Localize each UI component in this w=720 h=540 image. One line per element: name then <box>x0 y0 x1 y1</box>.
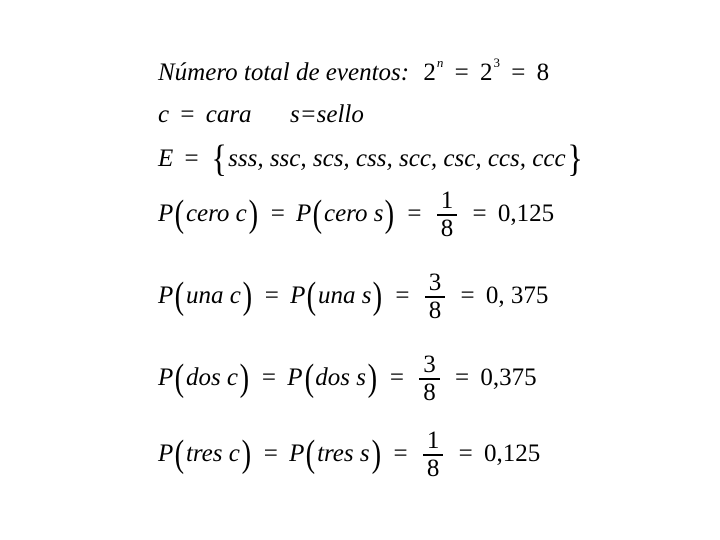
fraction <box>425 270 446 325</box>
numerator: 3 <box>425 270 446 298</box>
open-brace: { <box>211 138 227 180</box>
event-label: tres c <box>185 439 240 467</box>
probability-line-cero <box>158 188 554 243</box>
probability-line-dos <box>158 352 537 407</box>
right-paren: ) <box>371 432 381 475</box>
equals-sign: = <box>511 59 526 86</box>
base-2: 2 <box>423 59 436 86</box>
symbol-E: E <box>158 145 174 172</box>
total-events-result: 8 <box>536 59 550 86</box>
denominator: 8 <box>428 297 442 325</box>
fraction <box>423 428 444 483</box>
equals-sign: = <box>454 59 469 86</box>
event-label: tres s <box>317 439 370 467</box>
right-paren: ) <box>241 432 251 475</box>
left-paren: ( <box>174 274 185 317</box>
equals-sign: = <box>454 363 470 391</box>
event-label: cero c <box>185 199 247 227</box>
right-paren: ) <box>239 356 250 399</box>
event-label: dos s <box>315 363 366 391</box>
exponent-n: n <box>436 55 444 70</box>
equals-sign: = <box>393 439 408 467</box>
symbol-P: P <box>158 281 174 309</box>
numerator: 3 <box>419 352 440 380</box>
symbol-P: P <box>289 439 305 467</box>
left-paren: ( <box>174 192 185 235</box>
equals-sign: = <box>180 101 195 128</box>
equals-sign: = <box>395 281 410 309</box>
probability-line-tres <box>158 428 540 483</box>
probability-value: 0, 375 <box>485 281 549 309</box>
equals-sign: = <box>458 439 473 467</box>
probability-value: 0,375 <box>480 363 537 391</box>
equals-sign: = <box>263 439 278 467</box>
symbol-c: c <box>158 101 170 128</box>
sello-definition: s=sello <box>290 101 364 128</box>
left-paren: ( <box>312 192 323 235</box>
equals-sign: = <box>460 281 475 309</box>
denominator: 8 <box>440 215 454 243</box>
symbol-P: P <box>158 363 174 391</box>
event-label: una s <box>318 281 372 309</box>
event-label: dos c <box>185 363 239 391</box>
sample-space-elements: sss, ssc, scs, css, scc, csc, ccs, ccc <box>228 145 566 172</box>
probability-value: 0,125 <box>497 199 555 227</box>
probability-line-una <box>158 270 548 325</box>
total-events-label: Número total de eventos: <box>158 59 410 86</box>
equals-sign: = <box>389 363 404 391</box>
probability-value: 0,125 <box>484 439 541 467</box>
denominator: 8 <box>423 379 436 407</box>
denominator: 8 <box>426 455 440 483</box>
left-paren: ( <box>304 356 314 399</box>
equals-sign: = <box>264 281 279 309</box>
left-paren: ( <box>305 432 316 475</box>
right-paren: ) <box>373 274 383 317</box>
word-cara: cara <box>205 101 252 128</box>
base-2-second: 2 <box>479 59 493 86</box>
symbol-P: P <box>287 363 303 391</box>
right-paren: ) <box>367 356 378 399</box>
left-paren: ( <box>174 356 185 399</box>
left-paren: ( <box>174 432 185 475</box>
definitions-line <box>158 102 364 127</box>
numerator: 1 <box>437 188 458 216</box>
numerator: 1 <box>423 428 444 456</box>
right-paren: ) <box>385 192 395 235</box>
fraction <box>419 352 440 407</box>
symbol-P: P <box>290 281 306 309</box>
equals-sign: = <box>184 145 199 172</box>
close-brace: } <box>566 138 583 180</box>
right-paren: ) <box>248 192 258 235</box>
sample-space-line <box>158 140 584 178</box>
right-paren: ) <box>242 274 252 317</box>
event-label: cero s <box>323 199 384 227</box>
symbol-P: P <box>296 199 312 227</box>
exponent-3: 3 <box>493 55 500 70</box>
symbol-P: P <box>158 199 174 227</box>
symbol-P: P <box>158 439 174 467</box>
equals-sign: = <box>407 199 422 227</box>
fraction <box>437 188 458 243</box>
total-events-line <box>158 55 550 86</box>
equals-sign: = <box>472 199 487 227</box>
equals-sign: = <box>270 199 285 227</box>
equals-sign: = <box>261 363 277 391</box>
event-label: una c <box>185 281 241 309</box>
left-paren: ( <box>306 274 317 317</box>
